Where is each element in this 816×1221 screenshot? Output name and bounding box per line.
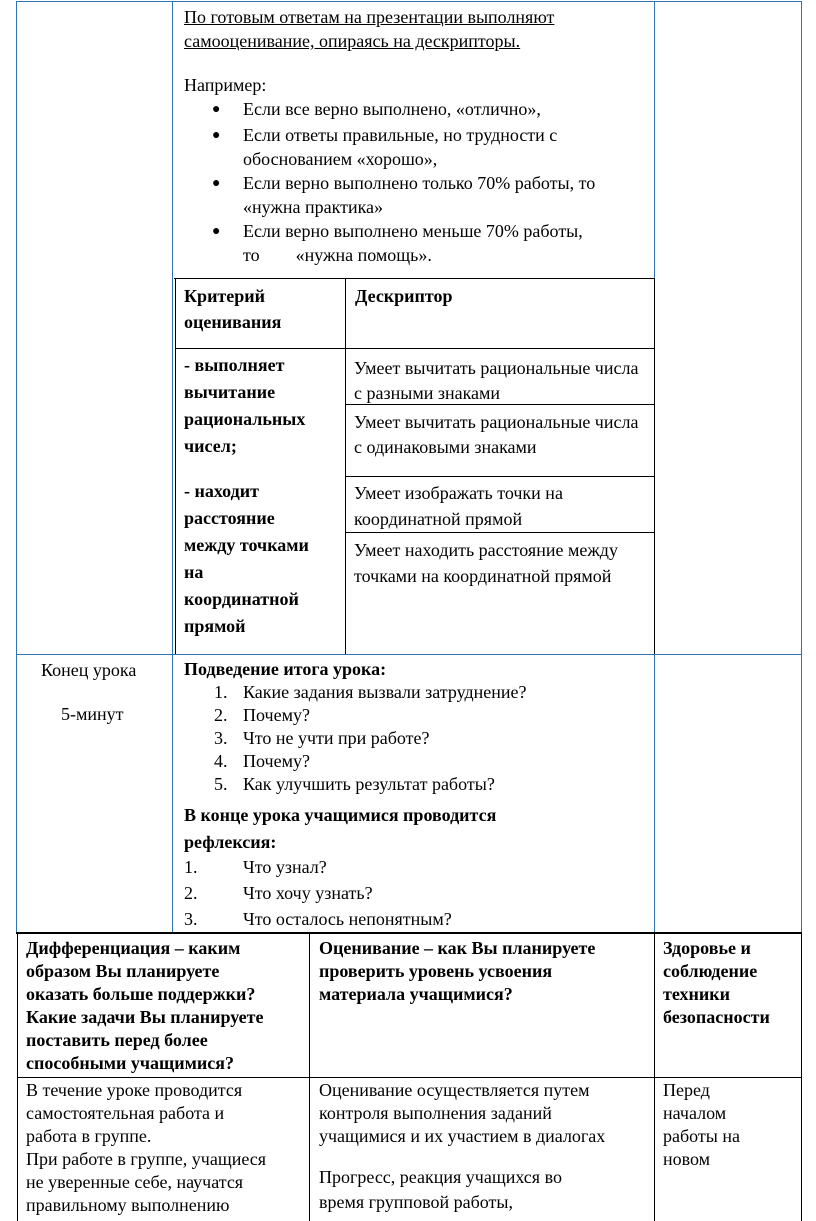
bullet-item-cont: то «нужна помощь». <box>243 245 432 265</box>
health-header-line: соблюдение <box>663 961 758 981</box>
criteria-left-border <box>175 278 176 654</box>
descriptor-1-line1: Умеет вычитать рациональные числа <box>354 358 639 378</box>
bullet-glyph: ● <box>212 224 221 239</box>
criteria-header-col1: Критерий <box>184 286 266 306</box>
question-number: 4. <box>214 751 228 771</box>
row-divider-end <box>16 654 802 655</box>
bullet-glyph: ● <box>212 128 221 143</box>
health-body-line: Перед <box>663 1080 710 1100</box>
criteria-header-col1-cont: оценивания <box>184 312 282 332</box>
assessment-body-line: Оценивание осуществляется путем <box>319 1080 590 1100</box>
descriptor-3-line2: координатной прямой <box>354 509 523 529</box>
question-item: Почему? <box>243 751 310 771</box>
question-item: Что не учти при работе? <box>243 728 430 748</box>
reflection-heading: В конце урока учащимися проводится <box>184 805 497 825</box>
col-divider-1 <box>172 1 173 932</box>
criterion-2-line: - находит <box>184 481 259 501</box>
outer-left-border <box>16 1 17 932</box>
assessment-header-line: проверить уровень усвоения <box>319 961 553 981</box>
reflection-item: Что узнал? <box>243 857 327 877</box>
stage-duration: 5-минут <box>61 704 124 724</box>
intro-line-1: По готовым ответам на презентации выполняют <box>184 7 555 27</box>
bullet-item-cont: «нужна практика» <box>243 197 384 217</box>
assessment-body-line: контроля выполнения заданий <box>319 1103 552 1123</box>
descriptor-2-line2: с одинаковыми знаками <box>354 437 537 457</box>
bullet-glyph: ● <box>212 176 221 191</box>
bottom-table-header-divider <box>17 1077 802 1078</box>
diff-body-line: При работе в группе, учащиеся <box>26 1149 267 1169</box>
reflection-number: 3. <box>184 909 198 929</box>
diff-header-line: образом Вы планируете <box>26 961 220 981</box>
diff-header-line: Дифференциация – каким <box>26 938 241 958</box>
diff-body-line: не уверенные себе, научатся <box>26 1172 244 1192</box>
question-number: 3. <box>214 728 228 748</box>
health-header-line: безопасности <box>663 1007 770 1027</box>
assessment-body-line: учащимися и их участием в диалогах <box>319 1126 606 1146</box>
descriptor-1-line2: с разными знаками <box>354 383 501 403</box>
reflection-number: 2. <box>184 883 198 903</box>
bottom-table-top-border <box>16 932 802 934</box>
outer-top-border <box>16 1 802 2</box>
intro-line-2: самооценивание, опираясь на дескрипторы. <box>184 31 521 51</box>
descriptor-column <box>346 348 654 654</box>
bullet-item: Если верно выполнено только 70% работы, то <box>243 173 596 193</box>
diff-header-line: поставить перед более <box>26 1030 208 1050</box>
diff-header-line: способными учащимися? <box>26 1053 234 1073</box>
progress-body-line: время групповой работы, <box>319 1192 513 1212</box>
bullet-item: Если ответы правильные, но трудности с <box>243 125 558 145</box>
outer-right-border <box>801 1 802 932</box>
criterion-1-line: чисел; <box>184 436 237 456</box>
diff-header-line: Какие задачи Вы планируете <box>26 1007 264 1027</box>
question-item: Почему? <box>243 705 310 725</box>
criterion-2-line: расстояние <box>184 508 275 528</box>
bullet-glyph: ● <box>212 102 221 117</box>
progress-body-line: Прогресс, реакция учащихся во <box>319 1167 562 1187</box>
health-body-line: работы на <box>663 1126 740 1146</box>
descriptor-3-line1: Умеет изображать точки на <box>354 483 563 503</box>
health-header-line: Здоровье и <box>663 938 751 958</box>
descriptor-4-line1: Умеет находить расстояние между <box>354 540 618 560</box>
criterion-2-line: координатной <box>184 589 299 609</box>
criterion-2-line: прямой <box>184 616 246 636</box>
health-header-line: техники <box>663 984 730 1004</box>
criterion-1-line: - выполняет <box>184 355 285 375</box>
question-number: 2. <box>214 705 228 725</box>
assessment-header-line: Оценивание – как Вы планируете <box>319 938 596 958</box>
diff-body-line: самостоятельная работа и <box>26 1103 225 1123</box>
reflection-number: 1. <box>184 857 198 877</box>
question-number: 1. <box>214 682 228 702</box>
diff-header-line: оказать больше поддержки? <box>26 984 256 1004</box>
descriptor-4-line2: точками на координатной прямой <box>354 566 612 586</box>
health-body-line: новом <box>663 1149 711 1169</box>
assessment-header-line: материала учащимися? <box>319 984 513 1004</box>
example-label: Например: <box>184 75 267 95</box>
diff-body-line: работа в группе. <box>26 1126 152 1146</box>
summary-title: Подведение итога урока: <box>184 659 387 679</box>
bullet-item: Если верно выполнено меньше 70% работы, <box>243 221 583 241</box>
reflection-item: Что осталось непонятным? <box>243 909 452 929</box>
question-item: Как улучшить результат работы? <box>243 774 495 794</box>
criterion-2-line: между точками <box>184 535 309 555</box>
criterion-1-line: рациональных <box>184 409 306 429</box>
health-body-line: началом <box>663 1103 727 1123</box>
question-number: 5. <box>214 774 228 794</box>
bullet-item: Если все верно выполнено, «отлично», <box>243 99 541 119</box>
criteria-top-border <box>174 278 655 279</box>
question-item: Какие задания вызвали затруднение? <box>243 682 527 702</box>
bullet-item-cont: обоснованием «хорошо», <box>243 149 438 169</box>
reflection-heading-cont: рефлексия: <box>184 832 277 852</box>
diff-body-line: правильному выполнению <box>26 1195 230 1215</box>
stage-label: Конец урока <box>41 660 137 680</box>
reflection-item: Что хочу узнать? <box>243 883 373 903</box>
diff-body-line: В течение уроке проводится <box>26 1080 243 1100</box>
criterion-1-line: вычитание <box>184 382 276 402</box>
descriptor-2-line1: Умеет вычитать рациональные числа <box>354 412 639 432</box>
criterion-2-line: на <box>184 562 204 582</box>
criteria-right-border <box>654 278 655 654</box>
criteria-header-col2: Дескриптор <box>355 286 453 306</box>
